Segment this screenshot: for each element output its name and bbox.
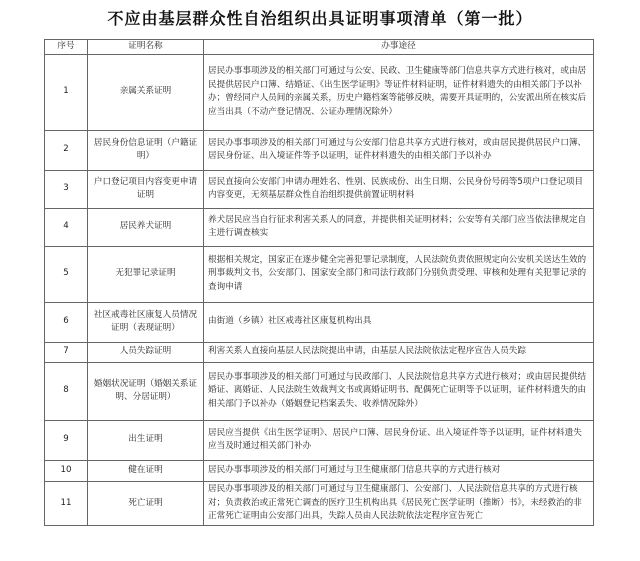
handling-path: 养犬居民应当自行征求利害关系人的同意，并提供相关证明材料；公安等有关部门应当依法律规定自主进行调查核实 [204, 208, 594, 246]
page-title: 不应由基层群众性自治组织出具证明事项清单（第一批） [107, 9, 533, 28]
certificate-name: 居民养犬证明 [88, 208, 204, 246]
row-number: 3 [45, 170, 88, 208]
table-row [45, 420, 594, 460]
row-number: 9 [45, 420, 88, 460]
certificate-name: 人员失踪证明 [88, 342, 204, 362]
certificate-name: 出生证明 [88, 420, 204, 460]
table-row [45, 481, 594, 525]
table-row [45, 130, 594, 170]
row-number: 11 [45, 481, 88, 525]
header-serial-number: 序号 [45, 40, 88, 55]
handling-path: 居民办事事项涉及的相关部门可通过与民政部门、人民法院信息共享方式进行核对；或由居民提供结婚证、离婚证、人民法院生效裁判文书或离婚证明书、配偶死亡证明等予以证明，证件材料遗失的由相关部门予以补办（婚姻登记档案丢失、收养情况除外） [204, 362, 594, 420]
certificate-name: 死亡证明 [88, 481, 204, 525]
row-number: 4 [45, 208, 88, 246]
table-row [45, 302, 594, 342]
certificate-name: 亲属关系证明 [88, 54, 204, 130]
certificate-list-table [44, 39, 594, 526]
handling-path: 根据相关规定，国家正在逐步健全完善犯罪记录制度，人民法院负责依照规定向公安机关送达生效的刑事裁判文书，公安部门、国家安全部门和司法行政部门分别负责受理、审核和处理有关犯罪记录的查询申请 [204, 246, 594, 302]
handling-path: 居民办事事项涉及的相关部门可通过与公安、民政、卫生健康等部门信息共享方式进行核对，或由居民提供居民户口簿、结婚证、《出生医学证明》等证件材料证明，证件材料遗失的由相关部门予以补办；曾经同户人员间的亲属关系，历史户籍档案等能够反映，需要开具证明的，公安派出所在核实后应当出具（不动产登记情况、公证办理情况除外） [204, 54, 594, 130]
row-number: 5 [45, 246, 88, 302]
row-number: 1 [45, 54, 88, 130]
handling-path: 居民应当提供《出生医学证明》、居民户口簿、居民身份证、出入境证件等予以证明，证件材料遗失应当及时通过相关部门补办 [204, 420, 594, 460]
table-row [45, 342, 594, 362]
table-row [45, 208, 594, 246]
certificate-name: 社区戒毒社区康复人员情况证明（表现证明） [88, 302, 204, 342]
certificate-name: 健在证明 [88, 460, 204, 481]
row-number: 6 [45, 302, 88, 342]
handling-path: 利害关系人直接向基层人民法院提出申请，由基层人民法院依法定程序宣告人员失踪 [204, 342, 594, 362]
header-certificate-name: 证明名称 [88, 40, 204, 55]
table-row [45, 54, 594, 130]
table-row [45, 170, 594, 208]
table-header-row [45, 40, 594, 55]
table-row [45, 362, 594, 420]
handling-path: 居民直接向公安部门申请办理姓名、性别、民族成份、出生日期、公民身份号码等5项户口登记项目内容变更，无须基层群众性自治组织提供前置证明材料 [204, 170, 594, 208]
certificate-name: 居民身份信息证明（户籍证明） [88, 130, 204, 170]
table-row [45, 460, 594, 481]
certificate-name: 户口登记项目内容变更申请证明 [88, 170, 204, 208]
certificate-name: 无犯罪记录证明 [88, 246, 204, 302]
row-number: 7 [45, 342, 88, 362]
row-number: 8 [45, 362, 88, 420]
header-handling-path: 办事途径 [204, 40, 594, 55]
handling-path: 由街道（乡镇）社区戒毒社区康复机构出具 [204, 302, 594, 342]
handling-path: 居民办事事项涉及的相关部门可通过与卫生健康部门、公安部门、人民法院信息共享的方式进行核对；负责救治或正常死亡调查的医疗卫生机构出具《居民死亡医学证明（推断）书》，未经救治的非正常死亡证明由公安部门出具，失踪人员由人民法院依法定程序宣告死亡 [204, 481, 594, 525]
row-number: 10 [45, 460, 88, 481]
handling-path: 居民办事事项涉及的相关部门可通过与卫生健康部门信息共享的方式进行核对 [204, 460, 594, 481]
table-row [45, 246, 594, 302]
certificate-name: 婚姻状况证明（婚姻关系证明、分居证明） [88, 362, 204, 420]
handling-path: 居民办事事项涉及的相关部门可通过与公安部门信息共享方式进行核对，或由居民提供居民户口簿、居民身份证、出入境证件等予以证明，证件材料遗失的由相关部门予以补办 [204, 130, 594, 170]
row-number: 2 [45, 130, 88, 170]
